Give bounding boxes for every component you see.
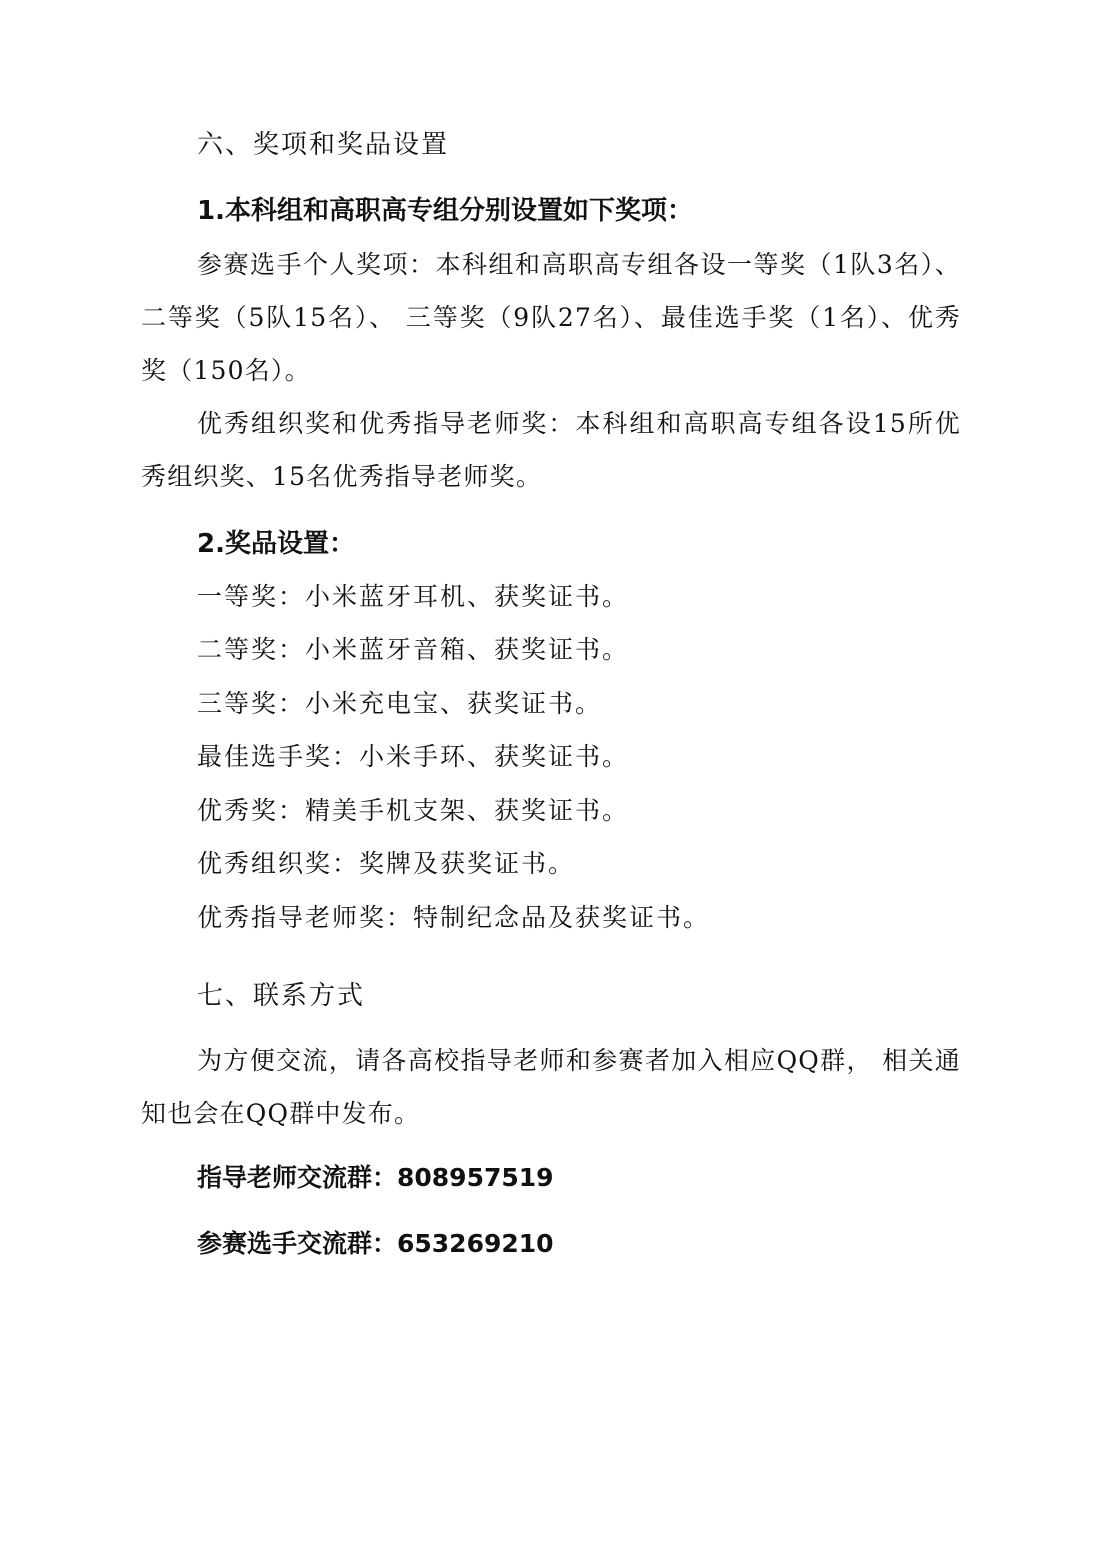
player-qq-group: 参赛选手交流群：653269210 <box>197 1229 554 1258</box>
prize-third: 三等奖：小米充电宝、获奖证书。 <box>197 689 603 718</box>
organization-awards-paragraph: 优秀组织奖和优秀指导老师奖：本科组和高职高专组各设15所优秀组织奖、15名优秀指导老师奖。 <box>141 409 961 491</box>
prize-organization: 优秀组织奖：奖牌及获奖证书。 <box>197 849 576 878</box>
awards-subheading: 1.本科组和高职高专组分别设置如下奖项： <box>197 196 693 226</box>
prize-instructor: 优秀指导老师奖：特制纪念品及获奖证书。 <box>197 903 711 932</box>
prizes-subheading: 2.奖品设置： <box>197 529 355 559</box>
prize-second: 二等奖：小米蓝牙音箱、获奖证书。 <box>197 635 630 664</box>
prize-best-player: 最佳选手奖：小米手环、获奖证书。 <box>197 742 630 771</box>
contact-paragraph: 为方便交流，请各高校指导老师和参赛者加入相应QQ群， 相关通知也会在QQ群中发布。 <box>141 1046 961 1128</box>
teacher-qq-group: 指导老师交流群：808957519 <box>197 1163 554 1192</box>
prize-excellence: 优秀奖：精美手机支架、获奖证书。 <box>197 796 630 825</box>
section-6-heading: 六、奖项和奖品设置 <box>197 130 450 160</box>
section-7-heading: 七、联系方式 <box>197 981 366 1011</box>
individual-awards-paragraph: 参赛选手个人奖项：本科组和高职高专组各设一等奖（1队3名）、二等奖（5队15名）、 三等奖（9队27名）、最佳选手奖（1名）、优秀奖（150名）。 <box>141 250 961 385</box>
prize-first: 一等奖：小米蓝牙耳机、获奖证书。 <box>197 582 630 611</box>
